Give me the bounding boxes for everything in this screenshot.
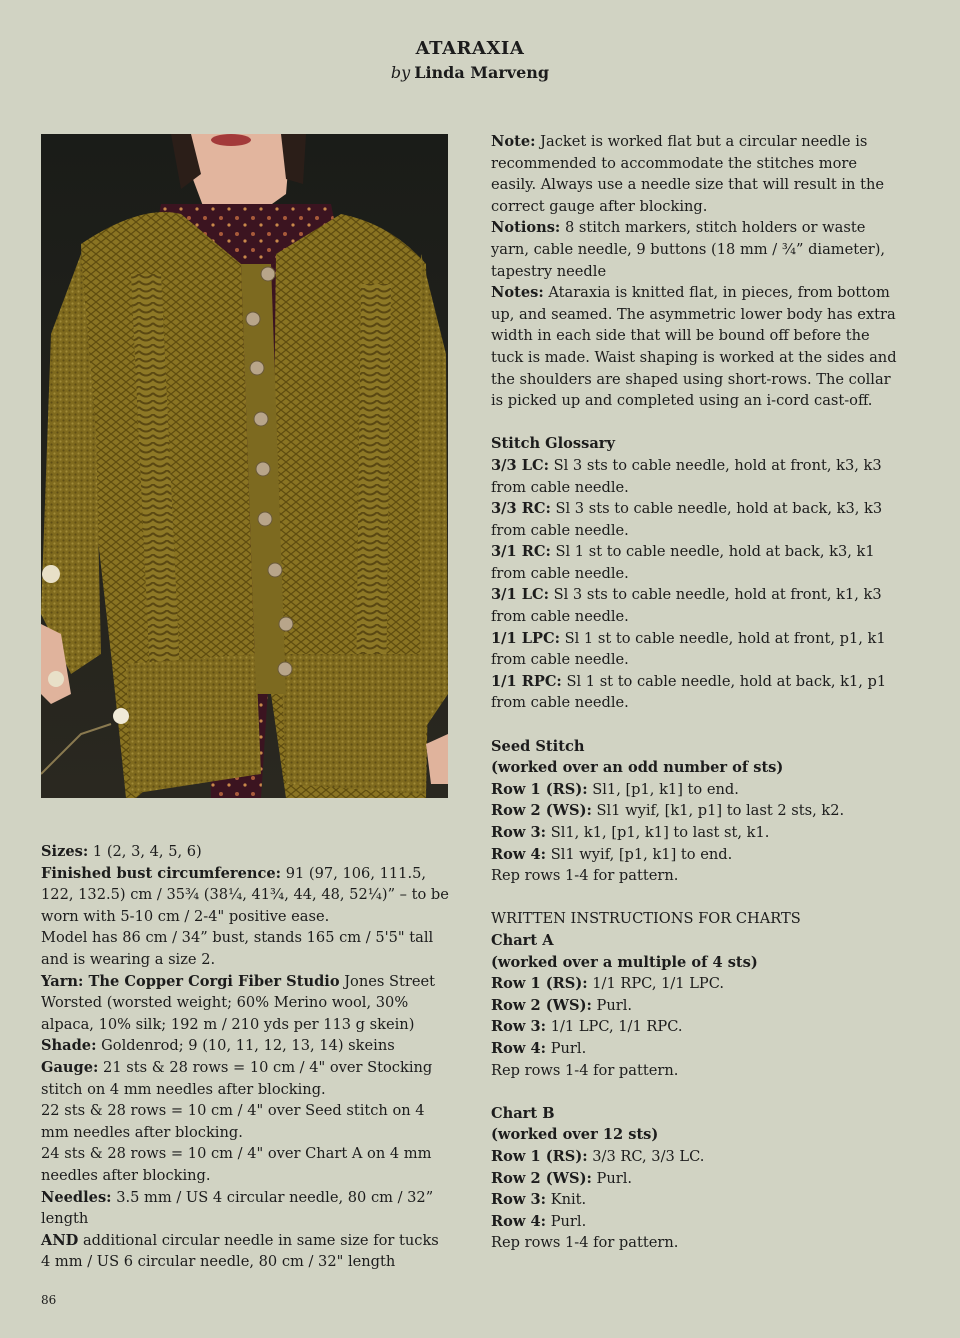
row-text: Purl.	[550, 1212, 587, 1230]
row-label: Row 3:	[491, 1191, 547, 1209]
row-label: Row 4:	[491, 845, 547, 863]
row-text: Knit.	[550, 1191, 587, 1209]
model-text: Model has 86 cm / 34” bust, stands 165 cm / 5'5" tall and is wearing a size 2.	[41, 929, 434, 968]
row-label: Row 2 (WS):	[491, 1169, 592, 1187]
bust-label: Finished bust circumference:	[41, 864, 282, 882]
glossary-title: Stitch Glossary	[491, 435, 615, 453]
bust-paragraph	[41, 863, 456, 928]
byline-by: by	[390, 63, 411, 82]
note-label: Note:	[491, 133, 536, 150]
chart-a-row	[491, 973, 901, 995]
shade-paragraph	[41, 1035, 456, 1057]
chart-b-row	[491, 1211, 901, 1233]
seed-subtitle: (worked over an odd number of sts)	[491, 759, 784, 777]
and-paragraph	[41, 1230, 456, 1252]
glossary-item	[491, 584, 901, 627]
row-text: Purl.	[550, 1039, 587, 1057]
row-text: Sl1 wyif, [p1, k1] to end.	[550, 845, 733, 863]
row-label: Row 3:	[491, 1018, 547, 1036]
chart-b-row	[491, 1189, 901, 1211]
notes-paragraph	[491, 282, 901, 412]
gauge-label: Gauge:	[41, 1058, 99, 1076]
needles-second-text: 4 mm / US 6 circular needle, 80 cm / 32" length	[41, 1253, 396, 1271]
row-text: Sl1, [p1, k1] to end.	[592, 780, 739, 798]
and-label: AND	[41, 1231, 79, 1249]
seed-title: Seed Stitch	[491, 737, 585, 755]
left-column	[41, 841, 456, 1273]
chart-b-row	[491, 1146, 901, 1168]
pattern-title: ATARAXIA	[415, 38, 525, 59]
notions-paragraph	[491, 217, 901, 282]
gauge-seed-text: 22 sts & 28 rows = 10 cm / 4" over Seed stitch on 4 mm needles after blocking.	[41, 1102, 425, 1141]
seed-row	[491, 800, 901, 822]
yarn-label: Yarn: The Copper Corgi Fiber Studio	[41, 972, 340, 990]
glossary-text: Sl 1 st to cable needle, hold at back, k1, p1 from cable needle.	[491, 672, 887, 712]
glossary-label: 1/1 LPC:	[491, 629, 560, 647]
row-label: Row 4:	[491, 1039, 547, 1057]
glossary-item	[491, 628, 901, 671]
row-text: Purl.	[596, 996, 633, 1014]
shade-text: Goldenrod; 9 (10, 11, 12, 13, 14) skeins	[101, 1037, 395, 1055]
seed-repeat: Rep rows 1-4 for pattern.	[491, 867, 679, 885]
chart-a-repeat: Rep rows 1-4 for pattern.	[491, 1061, 679, 1079]
glossary-item	[491, 455, 901, 498]
note-paragraph	[491, 131, 901, 217]
chart-b-row	[491, 1168, 901, 1190]
glossary-label: 3/3 LC:	[491, 456, 549, 474]
glossary-text: Sl 3 sts to cable needle, hold at front, k1, k3 from cable needle.	[491, 586, 882, 626]
glossary-text: Sl 1 st to cable needle, hold at back, k3, k1 from cable needle.	[491, 543, 875, 582]
glossary-item	[491, 671, 901, 714]
sizes-text: 1 (2, 3, 4, 5, 6)	[92, 843, 202, 860]
chart-b-repeat: Rep rows 1-4 for pattern.	[491, 1234, 679, 1252]
row-text: Sl1 wyif, [k1, p1] to last 2 sts, k2.	[596, 802, 845, 820]
chart-b-subtitle: (worked over 12 sts)	[491, 1126, 659, 1144]
row-label: Row 1 (RS):	[491, 1147, 588, 1165]
row-label: Row 4:	[491, 1212, 547, 1230]
glossary-text: Sl 1 st to cable needle, hold at front, p1, k1 from cable needle.	[491, 629, 886, 669]
glossary-text: Sl 3 sts to cable needle, hold at front, k3, k3 from cable needle.	[491, 456, 882, 496]
row-text: 3/3 RC, 3/3 LC.	[592, 1147, 705, 1165]
notions-text: 8 stitch markers, stitch holders or waste yarn, cable needle, 9 buttons (18 mm / ¾” diameter), tapestry needle	[491, 219, 886, 280]
seed-row	[491, 822, 901, 844]
needles-label: Needles:	[41, 1188, 112, 1206]
chart-b-title: Chart B	[491, 1104, 555, 1122]
needles-text: 3.5 mm / US 4 circular needle, 80 cm / 32” length	[41, 1188, 434, 1228]
glossary-label: 3/1 RC:	[491, 543, 551, 561]
row-label: Row 2 (WS):	[491, 802, 592, 820]
notions-label: Notions:	[491, 219, 561, 237]
row-text: 1/1 RPC, 1/1 LPC.	[592, 975, 725, 993]
right-column	[491, 131, 901, 1254]
glossary-label: 3/1 LC:	[491, 586, 549, 604]
row-label: Row 1 (RS):	[491, 975, 588, 993]
glossary-label: 3/3 RC:	[491, 500, 551, 518]
seed-row	[491, 844, 901, 866]
notes-text: Ataraxia is knitted flat, in pieces, from bottom up, and seamed. The asymmetric lower body has extra width in each side that will be bound off before the tuck is made. Waist shaping is worked at the sides and the shoulders are shaped using short-rows. The collar is picked up and completed using an i-cord cast-off.	[491, 284, 897, 410]
row-label: Row 3:	[491, 824, 547, 841]
seed-row	[491, 779, 901, 801]
row-text: 1/1 LPC, 1/1 RPC.	[550, 1018, 683, 1036]
gauge-chart-a-text: 24 sts & 28 rows = 10 cm / 4" over Chart A on 4 mm needles after blocking.	[41, 1145, 432, 1184]
glossary-item	[491, 541, 901, 584]
bust-text: 91 (97, 106, 111.5, 122, 132.5) cm / 35¾ (38¼, 41¾, 44, 48, 52¼)” – to be worn with 5-10 cm / 2-4" positive ease.	[41, 864, 449, 925]
chart-a-subtitle: (worked over a multiple of 4 sts)	[491, 953, 758, 971]
gauge-text: 21 sts & 28 rows = 10 cm / 4" over Stocking stitch on 4 mm needles after blocking.	[41, 1058, 433, 1098]
yarn-text: Jones Street Worsted (worsted weight; 60% Merino wool, 30% alpaca, 10% silk; 192 m / 210 yds per 113 g skein)	[41, 972, 435, 1033]
glossary-item	[491, 498, 901, 541]
chart-a-row	[491, 995, 901, 1017]
row-label: Row 2 (WS):	[491, 996, 592, 1014]
written-instructions-title: WRITTEN INSTRUCTIONS FOR CHARTS	[491, 910, 801, 928]
needles-paragraph	[41, 1187, 456, 1230]
author-name: Linda Marveng	[414, 63, 550, 82]
chart-a-row	[491, 1038, 901, 1060]
chart-a-title: Chart A	[491, 931, 554, 949]
notes-label: Notes:	[491, 284, 544, 302]
gauge-paragraph	[41, 1057, 456, 1100]
row-text: Purl.	[596, 1169, 633, 1187]
row-text: Sl1, k1, [p1, k1] to last st, k1.	[550, 824, 770, 841]
jacket-photo	[41, 134, 448, 798]
shade-label: Shade:	[41, 1037, 97, 1055]
glossary-text: Sl 3 sts to cable needle, hold at back, k3, k3 from cable needle.	[491, 500, 883, 539]
chart-a-row	[491, 1016, 901, 1038]
page-number: 86	[41, 1293, 57, 1307]
note-text: Jacket is worked flat but a circular needle is recommended to accommodate the stitches more easily. Always use a needle size that will result in the correct gauge after blocking.	[491, 133, 884, 215]
glossary-label: 1/1 RPC:	[491, 672, 562, 690]
yarn-paragraph	[41, 971, 456, 1036]
and-text: additional circular needle in same size for tucks	[82, 1231, 439, 1249]
sizes-paragraph	[41, 841, 456, 863]
byline	[0, 63, 940, 82]
row-label: Row 1 (RS):	[491, 780, 588, 798]
sizes-label: Sizes:	[41, 843, 89, 860]
